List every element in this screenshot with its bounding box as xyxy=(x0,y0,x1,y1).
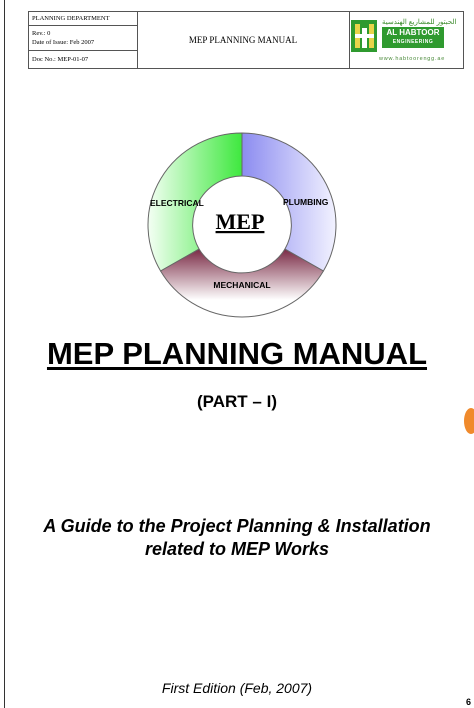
logo-website: www.habtoorengg.ae xyxy=(379,56,446,62)
orange-tab-mark xyxy=(464,408,474,434)
mep-center-label: MEP xyxy=(215,209,265,234)
logo-arabic-text: الحبتور للمشاريع الهندسية xyxy=(382,19,457,26)
logo-wordmark xyxy=(382,27,444,48)
issue-date-label: Date of Issue: Feb 2007 xyxy=(32,39,95,46)
guide-subtitle xyxy=(0,515,474,561)
revision-label: Rev.: 0 xyxy=(32,30,51,37)
page-number: 6 xyxy=(466,697,472,707)
guide-line1: A Guide to the Project Planning & Installation xyxy=(43,516,431,536)
logo-emblem-icon xyxy=(351,20,377,52)
company-logo xyxy=(349,12,463,68)
header-title: MEP PLANNING MANUAL xyxy=(137,12,350,68)
doc-number-label: Doc No.: MEP-01-07 xyxy=(32,56,89,63)
electrical-label: ELECTRICAL xyxy=(150,198,204,208)
logo-name-line2: ENGINEERING xyxy=(392,39,434,45)
guide-line2: related to MEP Works xyxy=(144,539,330,559)
department-label: PLANNING DEPARTMENT xyxy=(32,15,110,22)
mep-ring-diagram xyxy=(130,125,354,325)
main-title xyxy=(0,336,474,372)
mechanical-label: MECHANICAL xyxy=(213,280,271,290)
edition-label: First Edition (Feb, 2007) xyxy=(161,680,313,696)
part-label: (PART – I) xyxy=(197,392,277,411)
logo-name-line1: AL HABTOOR xyxy=(386,28,440,37)
document-meta-block xyxy=(29,12,138,68)
document-header xyxy=(28,11,464,69)
main-title-text: MEP PLANNING MANUAL xyxy=(46,336,428,371)
plumbing-label: PLUMBING xyxy=(283,197,329,207)
